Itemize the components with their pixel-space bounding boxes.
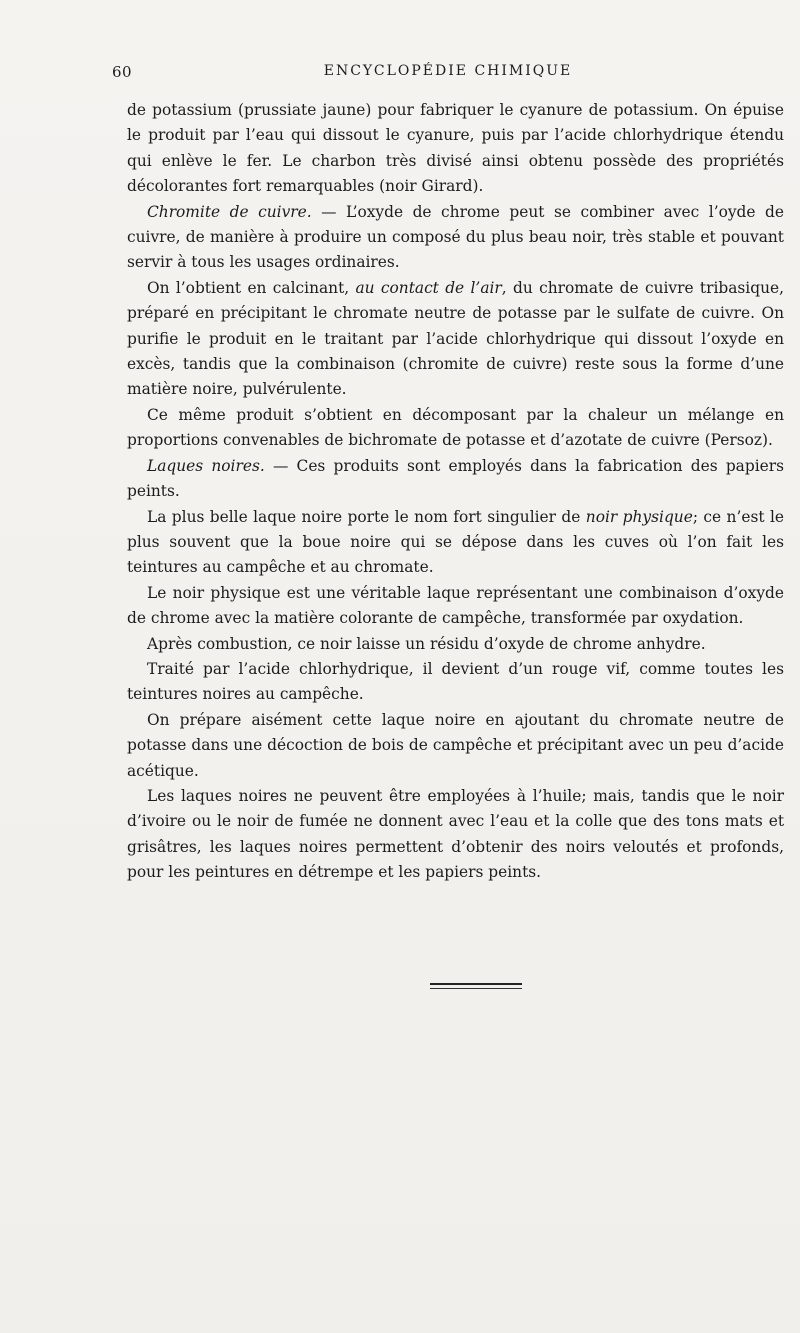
section-end-rule-thin [430, 988, 522, 989]
text-run: Le noir physique est une véritable laque représentant une combinaison d’oxyde de chrome avec la matière colorante de campêche, transformée par oxydation. [127, 583, 784, 628]
paragraph-chromite-heading [127, 200, 784, 276]
paragraph-chromite-persoz [127, 403, 784, 454]
italic-term: Chromite de cuivre. [147, 202, 312, 221]
text-run: — L’oxyde de chrome peut se combiner avec l’oyde de cuivre, de manière à produire un composé du plus beau noir, très stable et pouvant servir à tous les usages ordinaires. [127, 202, 784, 272]
text-run: Traité par l’acide chlorhydrique, il devient d’un rouge vif, comme toutes les teintures noires au campêche. [127, 659, 784, 704]
paragraph-acide-chlorhydrique [127, 657, 784, 708]
text-run: Ce même produit s’obtient en décomposant par la chaleur un mélange en proportions convenables de bichromate de potasse et d’azotate de cuivre (Persoz). [127, 405, 784, 450]
section-end-rule [430, 983, 522, 985]
text-run: La plus belle laque noire porte le nom fort singulier de [147, 507, 586, 526]
italic-term: noir physique [585, 507, 693, 526]
page-number: 60 [112, 63, 133, 81]
italic-term: Laques noires. [147, 456, 265, 475]
paragraph-laques-huile [127, 784, 784, 886]
paragraph-continuation [127, 98, 784, 200]
paragraph-laques-heading [127, 454, 784, 505]
body-text [127, 98, 784, 886]
text-run: , du chromate de cuivre tribasique, préparé en précipitant le chromate neutre de potasse par le sulfate de cuivre. On purifie le produit en le traitant par l’acide chlorhydrique qui dissout l’oxyde en excès, tandis que la combinaison (chromite de cuivre) reste sous la forme d’une matière noire, pulvérulente. [127, 278, 784, 399]
text-run: On prépare aisément cette laque noire en ajoutant du chromate neutre de potasse dans une décoction de bois de campêche et précipitant avec un peu d’acide acétique. [127, 710, 784, 780]
text-run: — Ces produits sont employés dans la fabrication des papiers peints. [127, 456, 784, 501]
text-run: de potassium (prussiate jaune) pour fabriquer le cyanure de potassium. On épuise le produit par l’eau qui dissout le cyanure, puis par l’acide chlorhydrique étendu qui enlève le fer. Le charbon très divisé ainsi obtenu possède des propriétés décolorantes fort remarquables (noir Girard). [127, 101, 784, 196]
paragraph-preparation [127, 708, 784, 784]
page-header [112, 63, 784, 85]
text-run: On l’obtient en calcinant, [147, 278, 356, 297]
italic-term: au contact de l’air [355, 278, 502, 297]
paragraph-apres-combustion [127, 632, 784, 657]
paragraph-chromite-calcination [127, 276, 784, 403]
text-run: Les laques noires ne peuvent être employées à l’huile; mais, tandis que le noir d’ivoire ou le noir de fumée ne donnent avec l’eau et la colle que des tons mats et grisâtres, les laques noires permettent d’obtenir des noirs veloutés et profonds, pour les peintures en détrempe et les papiers peints. [127, 786, 784, 882]
paragraph-noir-physique [127, 505, 784, 581]
running-head: ENCYCLOPÉDIE CHIMIQUE [323, 63, 573, 79]
text-run: Après combustion, ce noir laisse un résidu d’oxyde de chrome anhydre. [147, 634, 706, 653]
text-run: ; ce n’est le plus souvent que la boue noire qui se dépose dans les cuves où l’on fait les teintures au campêche et au chromate. [127, 507, 784, 577]
paragraph-laque-combinaison [127, 581, 784, 632]
